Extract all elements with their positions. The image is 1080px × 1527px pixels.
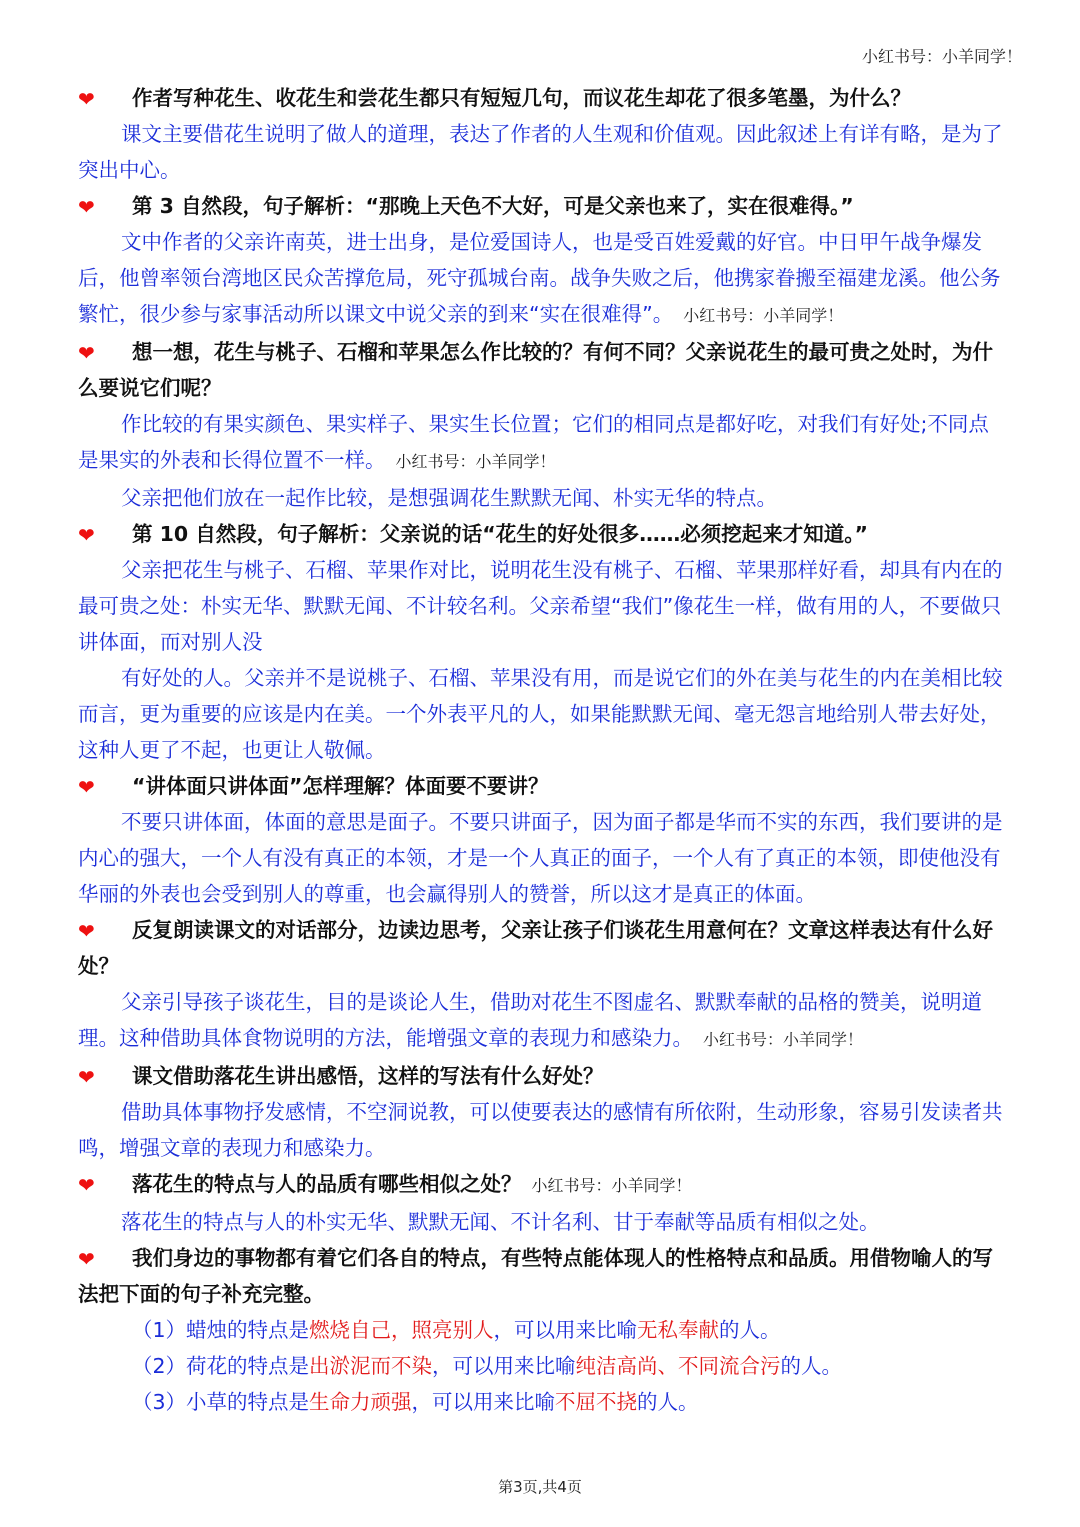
fill-item-3-middle: ，可以用来比喻 bbox=[411, 1390, 556, 1414]
question-8-text: 落花生的特点与人的品质有哪些相似之处？ bbox=[132, 1172, 522, 1196]
fill-item-1-answer-2: 无私奉献 bbox=[637, 1318, 720, 1342]
watermark-note: 小红书号：小羊同学！ bbox=[703, 1030, 864, 1049]
watermark-note: 小红书号：小羊同学！ bbox=[395, 452, 556, 471]
page-header-note: 小红书号：小羊同学！ bbox=[861, 47, 1022, 66]
heart-icon: ❤ bbox=[78, 775, 95, 799]
fill-item-1-prefix: （1）蜡烛的特点是 bbox=[132, 1318, 310, 1342]
question-9 bbox=[78, 1240, 1008, 1312]
question-6 bbox=[78, 912, 1008, 984]
question-5 bbox=[78, 768, 1008, 804]
heart-icon: ❤ bbox=[78, 1065, 95, 1089]
fill-item-2-prefix: （2）荷花的特点是 bbox=[132, 1354, 310, 1378]
fill-item-2-end: 的人。 bbox=[780, 1354, 843, 1378]
question-4 bbox=[78, 516, 1008, 552]
fill-item-3-answer-2: 不屈不挠 bbox=[555, 1390, 638, 1414]
answer-3a bbox=[78, 406, 1008, 480]
answer-3b: 父亲把他们放在一起作比较，是想强调花生默默无闻、朴实无华的特点。 bbox=[121, 486, 777, 510]
answer-8: 落花生的特点与人的朴实无华、默默无闻、不计名利、甘于奉献等品质有相似之处。 bbox=[121, 1210, 880, 1234]
fill-item-1 bbox=[78, 1312, 1008, 1348]
answer-4a: 父亲把花生与桃子、石榴、苹果作对比，说明花生没有桃子、石榴、苹果那样好看，却具有内在的最可贵之处：朴实无华、默默无闻、不计较名利。父亲希望“我们”像花生一样，做有用的人，不要做只讲体面，而对别人没 bbox=[78, 558, 1003, 654]
watermark-note: 小红书号：小羊同学！ bbox=[531, 1176, 692, 1195]
fill-item-1-middle: ，可以用来比喻 bbox=[493, 1318, 638, 1342]
answer-5: 不要只讲体面，体面的意思是面子。不要只讲面子，因为面子都是华而不实的东西，我们要讲的是内心的强大，一个人有没有真正的本领，才是一个人真正的面子，一个人有了真正的本领，即使他没有华丽的外表也会受到别人的尊重，也会赢得别人的赞誉，所以这才是真正的体面。 bbox=[78, 810, 1003, 906]
question-2-text: 第 3 自然段，句子解析：“那晚上天色不大好，可是父亲也来了，实在很难得。” bbox=[132, 194, 854, 218]
fill-item-2-answer: 出淤泥而不染 bbox=[309, 1354, 433, 1378]
document-content bbox=[78, 80, 1008, 1420]
fill-item-1-answer: 燃烧自己，照亮别人 bbox=[309, 1318, 494, 1342]
answer-7: 借助具体事物抒发感情，不空洞说教，可以使要表达的感情有所依附，生动形象，容易引发读者共鸣，增强文章的表现力和感染力。 bbox=[78, 1100, 1003, 1160]
question-1 bbox=[78, 80, 1008, 116]
fill-item-3 bbox=[78, 1384, 1008, 1420]
question-3-text: 想一想，花生与桃子、石榴和苹果怎么作比较的？有何不同？父亲说花生的最可贵之处时，为什么要说它们呢？ bbox=[78, 340, 993, 400]
heart-icon: ❤ bbox=[78, 1173, 95, 1197]
fill-item-3-answer: 生命力顽强 bbox=[309, 1390, 412, 1414]
question-7 bbox=[78, 1058, 1008, 1094]
page-number: 第3页,共4页 bbox=[498, 1478, 582, 1496]
question-1-text: 作者写种花生、收花生和尝花生都只有短短几句，而议花生却花了很多笔墨，为什么？ bbox=[132, 86, 911, 110]
heart-icon: ❤ bbox=[78, 341, 95, 365]
fill-item-3-end: 的人。 bbox=[637, 1390, 699, 1414]
fill-item-2-answer-2: 纯洁高尚、不同流合污 bbox=[575, 1354, 781, 1378]
question-8 bbox=[78, 1166, 1008, 1204]
answer-2-text: 文中作者的父亲许南英，进士出身，是位爱国诗人，也是受百姓爱戴的好官。中日甲午战争爆发后，他曾率领台湾地区民众苦撑危局，死守孤城台南。战争失败之后，他携家眷搬至福建龙溪。他公务繁忙，很少参与家事活动所以课文中说父亲的到来“实在很难得”。 bbox=[78, 230, 1001, 326]
answer-2 bbox=[78, 224, 1008, 334]
answer-4b: 有好处的人。父亲并不是说桃子、石榴、苹果没有用，而是说它们的外在美与花生的内在美相比较而言，更为重要的应该是内在美。一个外表平凡的人，如果能默默无闻、毫无怨言地给别人带去好处，这种人更了不起，也更让人敬佩。 bbox=[78, 666, 1003, 762]
watermark-note: 小红书号：小羊同学！ bbox=[683, 306, 844, 325]
answer-3a-text: 作比较的有果实颜色、果实样子、果实生长位置；它们的相同点是都好吃，对我们有好处;不同点是果实的外表和长得位置不一样。 bbox=[78, 412, 989, 472]
fill-item-1-end: 的人。 bbox=[719, 1318, 781, 1342]
heart-icon: ❤ bbox=[78, 919, 95, 943]
heart-icon: ❤ bbox=[78, 523, 95, 547]
heart-icon: ❤ bbox=[78, 195, 95, 219]
question-5-text: “讲体面只讲体面”怎样理解？体面要不要讲？ bbox=[132, 774, 549, 798]
question-9-text: 我们身边的事物都有着它们各自的特点，有些特点能体现人的性格特点和品质。用借物喻人的写法把下面的句子补充完整。 bbox=[78, 1246, 993, 1306]
question-7-text: 课文借助落花生讲出感悟，这样的写法有什么好处？ bbox=[132, 1064, 604, 1088]
fill-item-2-middle: ，可以用来比喻 bbox=[432, 1354, 576, 1378]
question-4-text: 第 10 自然段，句子解析：父亲说的话“花生的好处很多……必须挖起来才知道。” bbox=[132, 522, 868, 546]
answer-6-text: 父亲引导孩子谈花生，目的是谈论人生，借助对花生不图虚名、默默奉献的品格的赞美，说明道理。这种借助具体食物说明的方法，能增强文章的表现力和感染力。 bbox=[78, 990, 982, 1050]
fill-item-3-prefix: （3）小草的特点是 bbox=[132, 1390, 310, 1414]
question-2 bbox=[78, 188, 1008, 224]
question-3 bbox=[78, 334, 1008, 406]
fill-item-2 bbox=[78, 1348, 1008, 1384]
answer-6 bbox=[78, 984, 1008, 1058]
question-6-text: 反复朗读课文的对话部分，边读边思考，父亲让孩子们谈花生用意何在？文章这样表达有什么好处？ bbox=[78, 918, 993, 978]
heart-icon: ❤ bbox=[78, 1247, 95, 1271]
answer-1: 课文主要借花生说明了做人的道理，表达了作者的人生观和价值观。因此叙述上有详有略，是为了突出中心。 bbox=[78, 122, 1003, 182]
heart-icon: ❤ bbox=[78, 87, 95, 111]
